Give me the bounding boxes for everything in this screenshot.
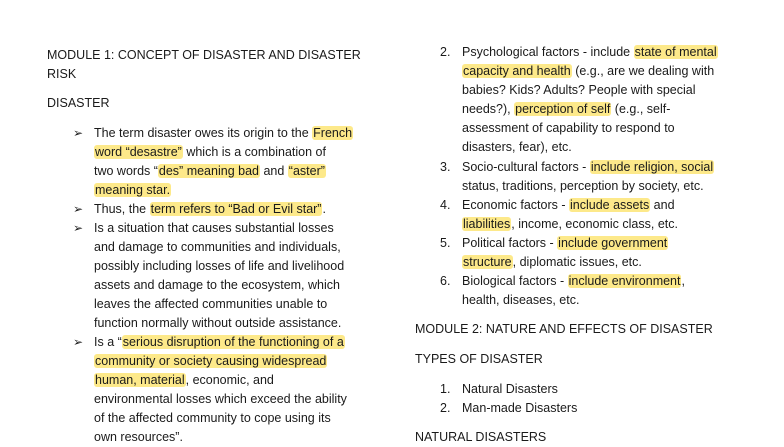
f5-line2: structure, diplomatic issues, etc. (463, 255, 642, 269)
b3-line: possibly including losses of life and livelihood (94, 259, 345, 273)
module2-title: MODULE 2: NATURE AND EFFECTS OF DISASTER (415, 322, 713, 336)
f4-line2: liabilities, income, economic class, etc. (463, 217, 678, 231)
highlight: human, material (95, 373, 185, 387)
f5-line1: Political factors - include government (462, 236, 668, 250)
module1-title-line2: RISK (47, 67, 77, 81)
highlight: include environment (568, 274, 681, 288)
b4-line5: of the affected community to cope using its (94, 411, 331, 425)
highlight: structure (463, 255, 512, 269)
bullet-arrow-icon: ➢ (73, 335, 84, 349)
highlight: community or society causing widespread (95, 354, 327, 368)
b4-line1: Is a “serious disruption of the functioning of a (94, 335, 344, 349)
type-item-man-made: Man-made Disasters (462, 401, 578, 415)
bullet-arrow-icon: ➢ (73, 202, 84, 216)
f2-line4: needs?), perception of self (e.g., self- (462, 102, 671, 116)
list-number: 2. (440, 401, 451, 415)
b4-line2 (94, 352, 327, 371)
bullet-arrow-icon: ➢ (73, 126, 84, 140)
b3-line: Is a situation that causes substantial losses (94, 221, 334, 235)
b1-line3: two words “des” meaning bad and “aster” (94, 164, 325, 178)
highlight: perception of self (515, 102, 611, 116)
list-number: 3. (440, 160, 451, 174)
b4-line6: own resources”. (94, 430, 183, 444)
highlight: include assets (569, 198, 650, 212)
natural-disasters-heading: NATURAL DISASTERS (415, 430, 547, 444)
b1-line2: word “desastre” which is a combination of (95, 145, 326, 159)
list-number: 5. (440, 236, 451, 250)
highlight: capacity and health (463, 64, 571, 78)
bullet-arrow-icon: ➢ (73, 221, 84, 235)
list-number: 1. (440, 382, 451, 396)
b3-line: leaves the affected communities unable to (94, 297, 328, 311)
highlight: include religion, social (590, 160, 714, 174)
f2-line5: assessment of capability to respond to (462, 121, 675, 135)
b3-line: assets and damage to the ecosystem, which (94, 278, 340, 292)
f2-line6: disasters, fear), etc. (462, 140, 572, 154)
highlight: serious disruption of the functioning of a (122, 335, 344, 349)
b1-line4 (94, 181, 171, 200)
b4-line3: human, material, economic, and (95, 373, 274, 387)
module1-title-line1: MODULE 1: CONCEPT OF DISASTER AND DISASTER (47, 48, 361, 62)
f4-line1: Economic factors - include assets and (462, 198, 675, 212)
types-heading: TYPES OF DISASTER (415, 352, 543, 366)
list-number: 2. (440, 45, 451, 59)
f6-line2: health, diseases, etc. (462, 293, 580, 307)
highlight: meaning star. (95, 183, 171, 197)
f2-line2: capacity and health (e.g., are we dealing with (463, 64, 715, 78)
highlight: word “desastre” (95, 145, 182, 159)
disaster-heading: DISASTER (47, 96, 110, 110)
list-number: 4. (440, 198, 451, 212)
f6-line1: Biological factors - include environment, (462, 274, 685, 288)
f2-line1: Psychological factors - include state of mental (462, 45, 717, 59)
b4-line4: environmental losses which exceed the ability (94, 392, 347, 406)
highlight: liabilities (463, 217, 511, 231)
b2-line1: Thus, the term refers to “Bad or Evil star”. (94, 202, 326, 216)
highlight: term refers to “Bad or Evil star” (150, 202, 322, 216)
highlight: French (313, 126, 353, 140)
f3-line2: status, traditions, perception by society, etc. (462, 179, 704, 193)
highlight: “aster” (288, 164, 325, 178)
highlight: include government (558, 236, 668, 250)
b1-line1: The term disaster owes its origin to the French (94, 126, 353, 140)
f2-line3: babies? Kids? Adults? People with special (462, 83, 696, 97)
f3-line1: Socio-cultural factors - include religion, social (462, 160, 714, 174)
highlight: des” meaning bad (158, 164, 259, 178)
highlight: state of mental (634, 45, 717, 59)
b3-line: function normally without outside assistance. (94, 316, 342, 330)
type-item-natural: Natural Disasters (462, 382, 558, 396)
list-number: 6. (440, 274, 451, 288)
b3-line: and damage to communities and individuals, (94, 240, 341, 254)
